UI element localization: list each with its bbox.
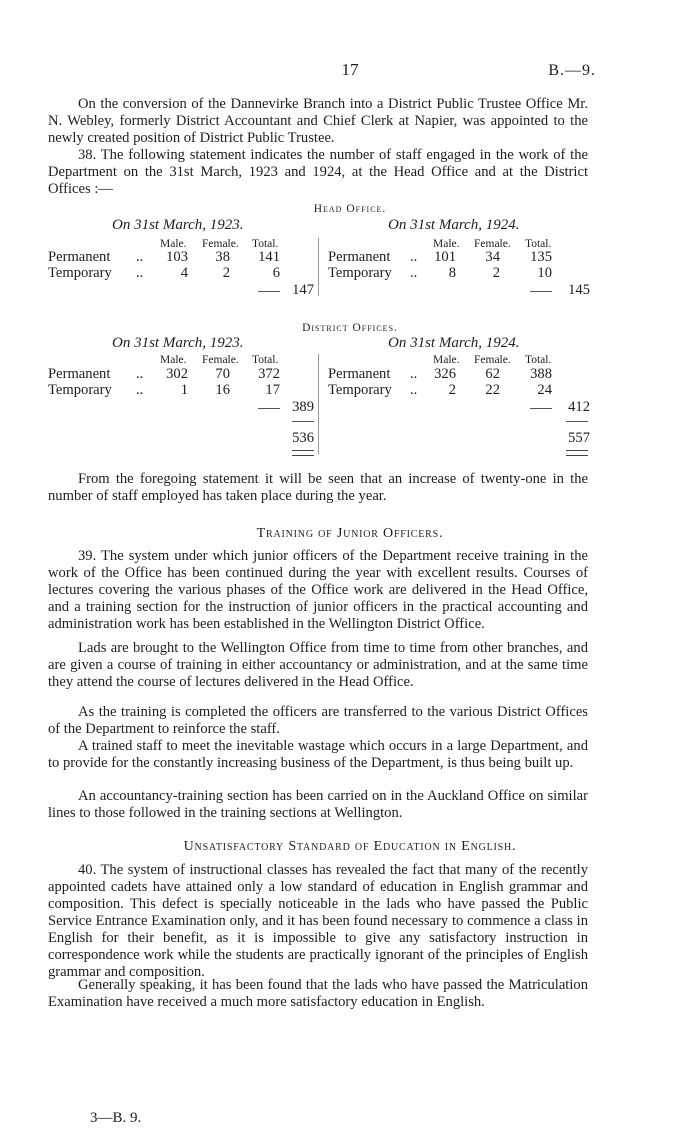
total-rule bbox=[566, 421, 588, 422]
subtotal-rule bbox=[258, 291, 280, 292]
col-female: Female. bbox=[202, 238, 239, 250]
page-number: 17 bbox=[341, 60, 359, 79]
paragraph-trained-staff: A trained staff to meet the inevitable wastage which occurs in a large Department, and to provide for the constantly increasing business of the Department, is thus being built up. bbox=[48, 738, 588, 771]
col-male: Male. bbox=[160, 354, 187, 366]
paragraph-dannevirke: On the conversion of the Dannevirke Branch into a District Public Trustee Office Mr. N. Webley, formerly District Accountant and Chief Clerk at Napier, was appointed to the newly created position of District Public Trustee. bbox=[48, 96, 588, 146]
col-total: Total. bbox=[252, 238, 279, 250]
paragraph-40: 40. The system of instructional classes has revealed the fact that many of the recently appointed cadets have attained only a low standard of education in English grammar and composition. This defect is specially noticeable in the lads who have passed the Public Service Entrance Examination only, and it has been found necessary to commence a class in English for their benefit, as it is impossible to give any satisfactory instruction in correspondence work while the students are practically ignorant of the principles of English grammar and composition. bbox=[48, 862, 588, 980]
subtotal-rule bbox=[530, 291, 552, 292]
col-male: Male. bbox=[433, 238, 460, 250]
col-total: Total. bbox=[525, 238, 552, 250]
paragraph-lads: Lads are brought to the Wellington Office from time to time from other branches, and are given a course of training in either accountancy or administration, and at the same time they attend the course of lectures delivered in the Head Office. bbox=[48, 640, 588, 690]
district-offices-title: District Offices. bbox=[302, 322, 398, 334]
subtotal-rule bbox=[258, 408, 280, 409]
double-rule bbox=[566, 450, 588, 456]
column-divider bbox=[318, 354, 319, 454]
district-date-1923: On 31st March, 1923. bbox=[112, 335, 244, 351]
col-total: Total. bbox=[252, 354, 279, 366]
signature-mark: 3—B. 9. bbox=[90, 1110, 142, 1126]
paragraph-39: 39. The system under which junior officers of the Department receive training in the work of the Office has been continued during the year with excellent results. Courses of lectures covering the various phases of the Office work are delivered in the Head Office, and a training section for the instruction of junior officers in the practical accounting and administration work has been established in the Wellington District Office. bbox=[48, 548, 588, 632]
double-rule bbox=[292, 450, 314, 456]
paragraph-matriculation: Generally speaking, it has been found that the lads who have passed the Matriculation Examination have received a much more satisfactory education in English. bbox=[48, 977, 588, 1010]
paragraph-38: 38. The following statement indicates the number of staff engaged in the work of the Department on the 31st March, 1923 and 1924, at the Head Office and at the District Offices :— bbox=[48, 147, 588, 197]
col-female: Female. bbox=[474, 238, 511, 250]
col-male: Male. bbox=[433, 354, 460, 366]
col-total: Total. bbox=[525, 354, 552, 366]
education-heading: Unsatisfactory Standard of Education in English. bbox=[183, 839, 517, 854]
col-female: Female. bbox=[202, 354, 239, 366]
column-divider bbox=[318, 238, 319, 296]
paragraph-auckland: An accountancy-training section has been carried on in the Auckland Office on similar lines to those followed in the training sections at Wellington. bbox=[48, 788, 588, 821]
district-date-1924: On 31st March, 1924. bbox=[388, 335, 520, 351]
document-reference: B.—9. bbox=[548, 62, 596, 79]
subtotal-rule bbox=[530, 408, 552, 409]
head-office-title: Head Office. bbox=[313, 203, 387, 215]
head-office-date-1923: On 31st March, 1923. bbox=[112, 217, 244, 233]
col-female: Female. bbox=[474, 354, 511, 366]
col-male: Male. bbox=[160, 238, 187, 250]
paragraph-summary: From the foregoing statement it will be seen that an increase of twenty-one in the number of staff employed has taken place during the year. bbox=[48, 471, 588, 504]
paragraph-transfer: As the training is completed the officers are transferred to the various District Offices of the Department to reinforce the staff. bbox=[48, 704, 588, 737]
training-heading: Training of Junior Officers. bbox=[256, 526, 444, 541]
total-rule bbox=[292, 421, 314, 422]
head-office-date-1924: On 31st March, 1924. bbox=[388, 217, 520, 233]
